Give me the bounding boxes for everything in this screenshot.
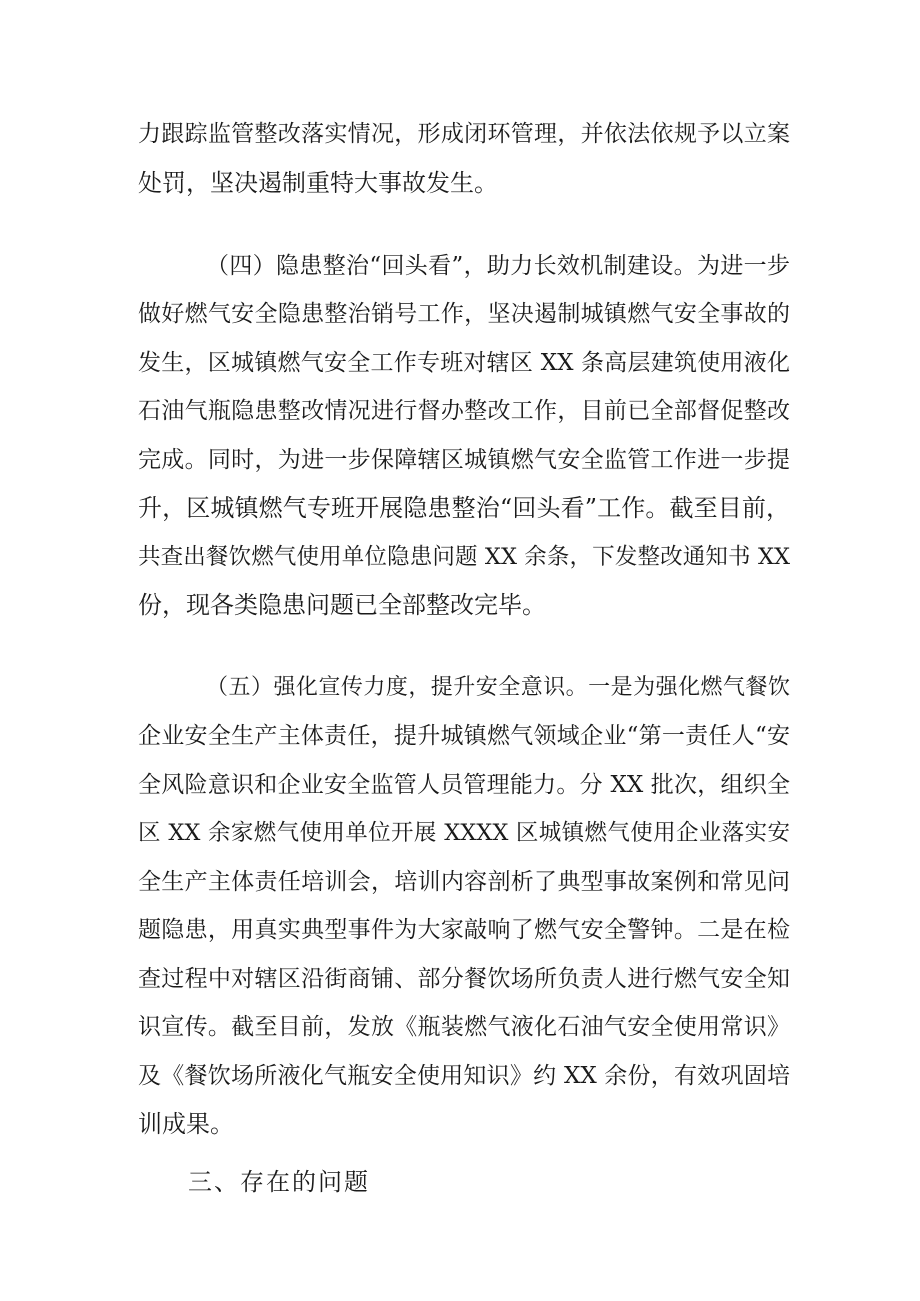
text-line: 区 XX 余家燃气使用单位开展 XXXX 区城镇燃气使用企业落实安 [138,820,790,846]
text-line: 完成。同时，为进一步保障辖区城镇燃气安全监管工作进一步提 [138,447,790,473]
text-line: 共查出餐饮燃气使用单位隐患问题 XX 余条，下发整改通知书 XX [138,544,790,570]
text-line: 及《餐饮场所液化气瓶安全使用知识》约 XX 余份，有效巩固培 [138,1063,790,1089]
text-line: 份，现各类隐患问题已全部整改完毕。 [138,591,546,619]
paragraph-four-first-line: （四）隐患整治“回头看”，助力长效机制建设。为进一步 [206,253,790,279]
text-line: 发生，区城镇燃气安全工作专班对辖区 XX 条高层建筑使用液化 [138,350,790,376]
text-line: 全风险意识和企业安全监管人员管理能力。分 XX 批次，组织全 [138,772,790,798]
text-line: 题隐患，用真实典型事件为大家敲响了燃气安全警钟。二是在检 [138,917,790,943]
text-line: 力跟踪监管整改落实情况，形成闭环管理，并依法依规予以立案 [138,121,790,147]
text-line: 识宣传。截至目前，发放《瓶装燃气液化石油气安全使用常识》 [138,1014,790,1040]
text-line: 企业安全生产主体责任，提升城镇燃气领域企业“第一责任人“安 [138,723,790,749]
text-line: 石油气瓶隐患整改情况进行督办整改工作，目前已全部督促整改 [138,398,790,424]
text-line: 全生产主体责任培训会，培训内容剖析了典型事故案例和常见问 [138,869,790,895]
paragraph-five-first-line: （五）强化宣传力度，提升安全意识。一是为强化燃气餐饮 [206,675,790,700]
text-line: 训成果。 [138,1110,234,1138]
text-line: 查过程中对辖区沿街商铺、部分餐饮场所负责人进行燃气安全知 [138,966,790,992]
section-heading: 三、存在的问题 [188,1168,370,1196]
text-line: 升，区城镇燃气专班开展隐患整治“回头看”工作。截至目前， [138,494,790,522]
text-line: 做好燃气安全隐患整治销号工作，坚决遏制城镇燃气安全事故的 [138,301,790,327]
text-line: 处罚，坚决遏制重特大事故发生。 [138,169,498,197]
